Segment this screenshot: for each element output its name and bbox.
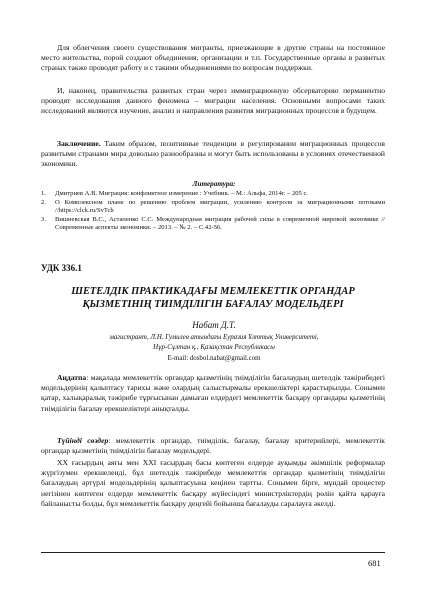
paragraph-abstract <box>41 373 385 414</box>
author-email: E-mail: dosbol.nabat@gmail.com <box>167 355 261 362</box>
conclusion-label: Заключение. <box>57 139 101 148</box>
reference-item <box>41 216 385 233</box>
reference-text: О Комплексном плане по решению проблем миграции, усилению контроля за миграционными потоками //https://clck.ru/SvTch <box>55 198 385 215</box>
article-title-line-1: ШЕТЕЛДІК ПРАКТИКАДАҒЫ МЕМЛЕКЕТТІК ОРГАНДАР <box>71 286 355 297</box>
page-number: 681 <box>368 558 381 568</box>
abstract-label: Аңдатпа <box>57 373 87 382</box>
keywords-text: : мемлекеттік органдар, тиімділік, бағалау, бағалау критерийлері, мемлекеттік органдар қызметінің тиімділігін бағалау модельдері. <box>41 436 385 456</box>
author-affiliation-line-1: магистрант, Л.Н. Гумилев атындағы Еуразия Ұлттық Университеті, <box>109 334 319 341</box>
reference-number: 3. <box>41 215 46 223</box>
reference-number: 1. <box>41 190 46 197</box>
conclusion-text: Таким образом, позитивные тенденции в регулировании миграционных процессов развитыми странами мира довольно разнообразны и могут быть использованы в условиях отечественной экономики. <box>41 139 385 169</box>
reference-text: Дмитриев А.В. Миграция: конфликтное измерение : Учебник. – М.: Альфа, 2014г. – 205 с. <box>55 190 309 197</box>
paragraph-keywords <box>41 436 385 456</box>
udc-code: УДК 336.1 <box>41 263 82 273</box>
paragraph-conclusion <box>41 139 385 170</box>
reference-number: 2. <box>41 198 46 206</box>
paragraph-immigration-observatory: И, наконец, правительства развитых стран через иммиграционную обсерваторию перманентно проводят исследования данного феномена – миграции населения. Основными вопросами таких исследований являются изучение, анализ и направления развития миграционных процессов в будущем. <box>41 86 385 116</box>
paragraph-introduction: XX ғасырдың аяғы мен XXI ғасырдың басы көптеген елдерде ауқымды әкімшілік реформалар жүргізумен ерекшеленді, бұл шетелдік тәжірибеде мемлекеттік органдар қызметінің тиімділігін бағалаудың әртүрлі модельдерінің қалыптасуына кеңінен тартты. Сонымен бірге, мұндай процестер негізінен көптеген елдерде мемлекеттік басқару жүйесіндегі министрліктердің рөлін қайта қарауға байланысты болды, бұл мемлекеттік басқару деңгейі бойынша бағалауды саралауға әкелді. <box>41 458 385 508</box>
article-title-line-2: ҚЫЗМЕТІНІҢ ТИІМДІЛІГІН БАҒАЛАУ МОДЕЛЬДЕРІ <box>82 299 344 310</box>
paragraph-migrant-associations: Для облегчения своего существования мигранты, приезжающие в другие страны на постоянное место жительства, порой создают объединения, организации и т.п. Государственные органы в развитых странах также проводят работу и с такими объединениями по вопросам поддержки. <box>41 43 385 73</box>
reference-item <box>41 199 385 216</box>
author-affiliation-line-2: Нұр-Сұлтан қ., Қазақстан Республикасы <box>153 344 275 351</box>
reference-text: Вишневская В.С., Астапенко С.С. Международная миграция рабочей силы в современной мировой экономике // Современные аспекты экономики. – 2013. – № 2. – С.42-56. <box>55 215 385 232</box>
author-name: Набат Д.Т. <box>192 320 236 330</box>
reference-list <box>41 190 385 233</box>
reference-item <box>41 190 385 199</box>
abstract-text: : мақалада мемлекеттік органдар қызметінің тиімділігін бағалаудың шетелдік тәжірибедегі модельдерінің қалыптасу тарихы және олардың салыстырмалы ерекшеліктері қарастырылды. Сонымен қатар, халықаралық тәжірибе тұрғысынан дамыған елдердегі мемлекеттік басқару органдары қызметінің тиімділігін бағалау ерекшеліктері анықталды. <box>41 373 385 413</box>
literature-heading: Литература: <box>192 180 236 188</box>
keywords-label: Түйінді сөздер <box>57 436 109 445</box>
footer-divider <box>41 552 385 553</box>
